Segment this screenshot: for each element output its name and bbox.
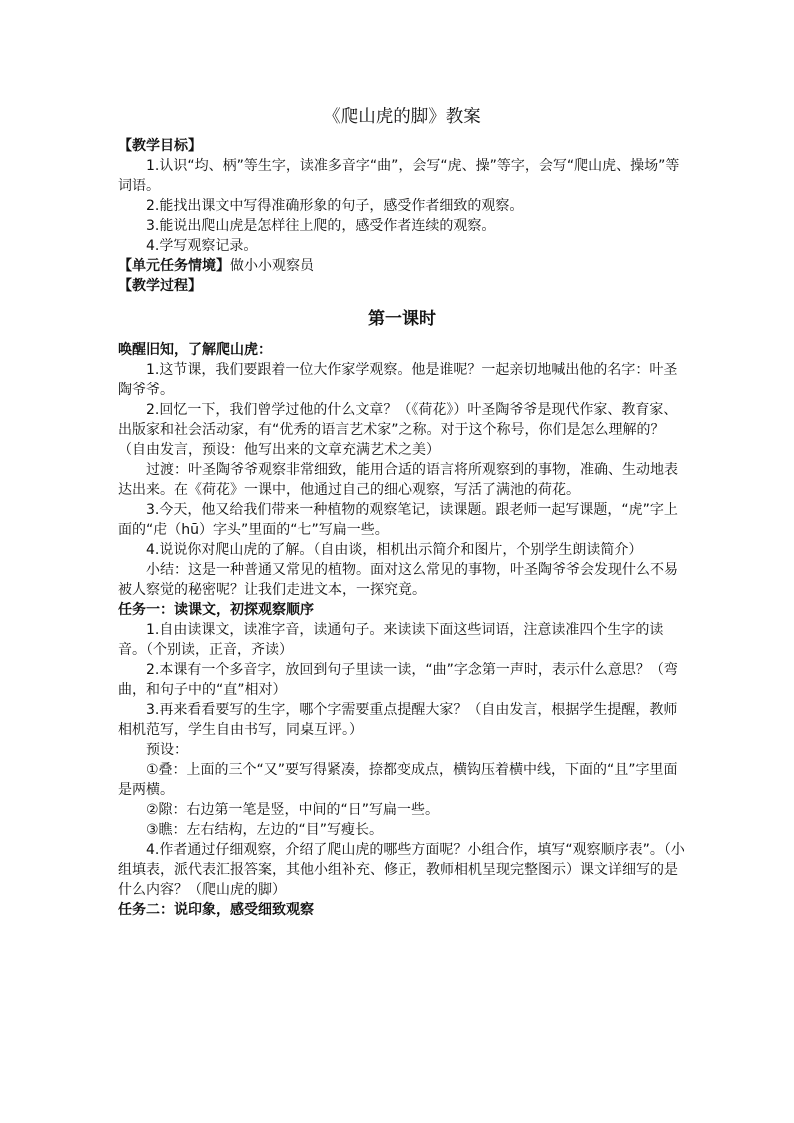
part1-paragraph: 小结：这是一种普通又常见的植物。面对这么常见的事物，叶圣陶爷爷会发现什么不易被人察觉的秘密呢？让我们走进文本，一探究竟。	[118, 562, 678, 598]
objective-item: 2.能找出课文中写得准确形象的句子，感受作者细致的观察。	[146, 198, 524, 214]
objective-item: 1.认识“均、柄”等生字，读准多音字“曲”，会写“虎、操”等字，会写“爬山虎、操场”等词语。	[118, 158, 680, 194]
objective-item: 4.学写观察记录。	[146, 238, 258, 254]
unit-task-line	[118, 256, 686, 276]
unit-task-heading: 【单元任务情境】	[118, 258, 230, 274]
objectives-heading: 【教学目标】	[118, 138, 202, 154]
task1-paragraph: 预设：	[146, 742, 188, 758]
task1-paragraph: 3.再来看看要写的生字，哪个字需要重点提醒大家？（自由发言，根据学生提醒，教师相机范写，学生自由书写，同桌互评。）	[118, 702, 678, 738]
part1-paragraph: 1.这节课，我们要跟着一位大作家学观察。他是谁呢？一起亲切地喊出他的名字：叶圣陶爷爷。	[118, 362, 678, 398]
task1-paragraph: 1.自由读课文，读准字音，读通句子。来读读下面这些词语，注意读准四个生字的读音。（个别读，正音，齐读）	[118, 622, 664, 658]
task1-heading: 任务一：读课文，初探观察顺序	[118, 602, 314, 618]
part1-paragraph: 2.回忆一下，我们曾学过他的什么文章？（《荷花》）叶圣陶爷爷是现代作家、教育家、出版家和社会活动家，有“优秀的语言艺术家”之称。对于这个称号，你们是怎么理解的？（自由发言，预设：他写出来的文章充满艺术之美）	[118, 402, 678, 458]
task2-heading: 任务二：说印象，感受细致观察	[118, 902, 314, 918]
task1-paragraph: ③瞧：左右结构，左边的“目”写瘦长。	[146, 822, 384, 838]
part1-paragraph: 4.说说你对爬山虎的了解。（自由谈，相机出示简介和图片，个别学生朗读简介）	[146, 542, 643, 558]
task1-paragraph: 2.本课有一个多音字，放回到句子里读一读，“曲”字念第一声时，表示什么意思？（弯曲，和句子中的“直”相对）	[118, 662, 678, 698]
unit-task-text: 做小小观察员	[230, 258, 314, 274]
objective-item: 3.能说出爬山虎是怎样往上爬的，感受作者连续的观察。	[146, 218, 496, 234]
document-page	[118, 104, 686, 920]
task1-paragraph: ①叠：上面的三个“又”要写得紧凑，捺都变成点，横钩压着横中线，下面的“且”字里面是两横。	[118, 762, 678, 798]
part1-paragraph: 过渡：叶圣陶爷爷观察非常细致，能用合适的语言将所观察到的事物，准确、生动地表达出来。在《荷花》一课中，他通过自己的细心观察，写活了满池的荷花。	[118, 462, 678, 498]
process-heading: 【教学过程】	[118, 278, 202, 294]
part1-heading: 唤醒旧知，了解爬山虎：	[118, 342, 272, 358]
document-title: 《爬山虎的脚》教案	[323, 107, 481, 127]
task1-paragraph: 4.作者通过仔细观察，介绍了爬山虎的哪些方面呢？小组合作，填写“观察顺序表”。（小组填表，派代表汇报答案，其他小组补充、修正，教师相机呈现完整图示）课文详细写的是什么内容？（爬山虎的脚）	[118, 842, 685, 898]
task1-paragraph: ②隙：右边第一笔是竖，中间的“日”写扁一些。	[146, 802, 440, 818]
part1-paragraph: 3.今天，他又给我们带来一种植物的观察笔记，读课题。跟老师一起写课题，“虎”字上面的“虍（hū）字头”里面的“七”写扁一些。	[118, 502, 678, 538]
lesson-title: 第一课时	[368, 309, 436, 329]
